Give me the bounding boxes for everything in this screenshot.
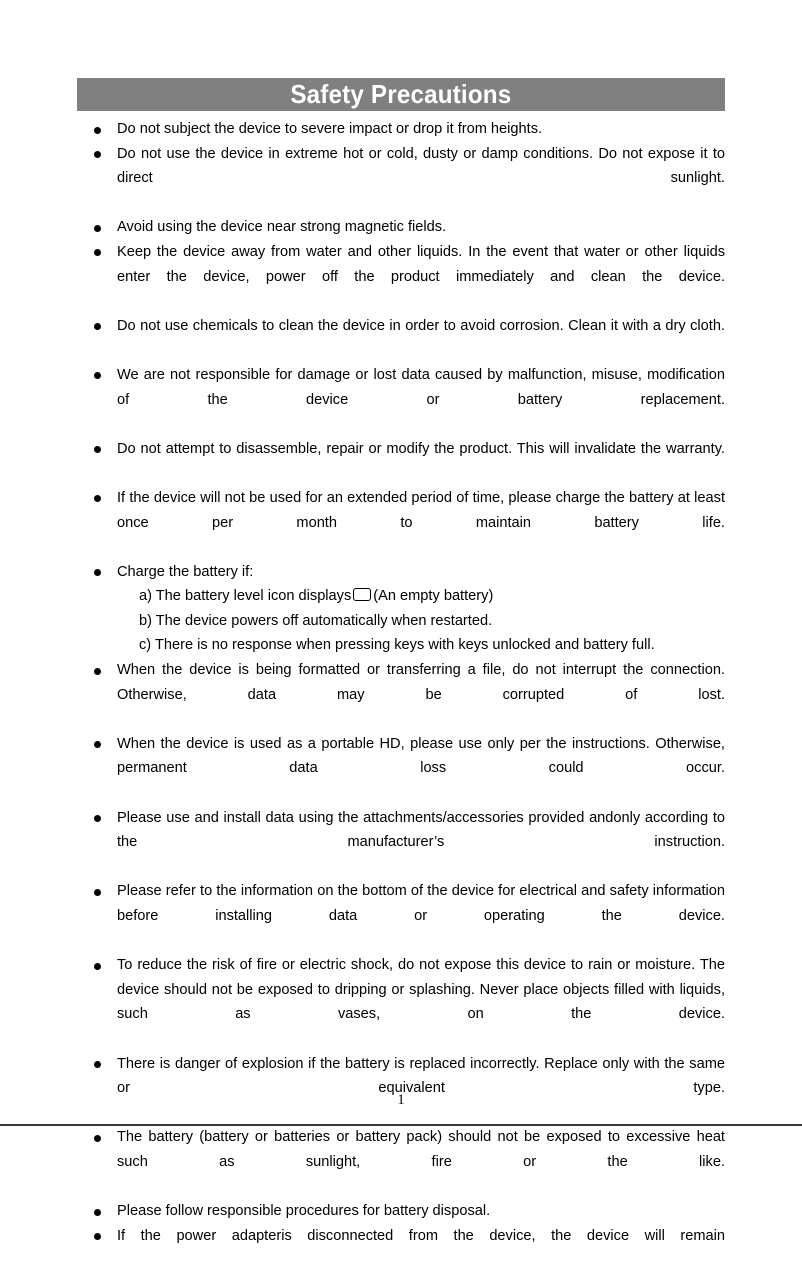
page-number: 1 [397, 1092, 405, 1108]
sub-item-text-before-icon: a) The battery level icon displays [139, 588, 352, 605]
list-item-text: Avoid using the device near strong magnetic fields. [117, 219, 447, 236]
list-item-text: There is danger of explosion if the battery is replaced incorrectly. Replace only with the same or equivalent type. [117, 1055, 725, 1097]
list-item [77, 879, 725, 953]
list-item [77, 314, 725, 363]
list-item [77, 1052, 725, 1126]
list-item [77, 1224, 725, 1273]
list-item-text: The battery (battery or batteries or battery pack) should not be exposed to excessive heat such as sunlight, fire or the like. [117, 1129, 725, 1170]
list-item [77, 1125, 725, 1199]
page-bottom-rule [0, 1124, 802, 1126]
sub-item-text: b) The device powers off automatically when restarted. [139, 612, 493, 629]
list-item [77, 215, 725, 240]
list-item-text: When the device is being formatted or transferring a file, do not interrupt the connection. Otherwise, data may be corrupted of lost. [117, 662, 725, 703]
list-item [77, 240, 725, 314]
bullet-icon [94, 741, 101, 748]
bullet-icon [94, 225, 101, 232]
bullet-icon [94, 963, 101, 970]
section-header-bar [77, 78, 725, 111]
empty-battery-icon [353, 588, 371, 601]
list-item [77, 437, 725, 486]
bullet-icon [94, 1135, 101, 1142]
list-item [77, 117, 725, 142]
bullet-icon [94, 889, 101, 896]
list-item-text: When the device is used as a portable HD, please use only per the instructions. Otherwise, permanent data loss could occur. [117, 735, 725, 777]
sub-item-text-after-icon: (An empty battery) [373, 588, 494, 605]
list-item [77, 806, 725, 880]
bullet-icon [94, 151, 101, 158]
sub-item-text: c) There is no response when pressing keys with keys unlocked and battery full. [139, 637, 655, 654]
list-item [77, 1199, 725, 1224]
list-item-text: Charge the battery if: [117, 563, 254, 580]
list-item [77, 732, 725, 806]
sub-list-item-b [117, 609, 725, 634]
list-item [77, 363, 725, 437]
bullet-icon [94, 668, 101, 675]
bullet-icon [94, 249, 101, 256]
bullet-icon [94, 127, 101, 134]
list-item [77, 486, 725, 560]
list-item [77, 953, 725, 1051]
list-item-text: Please use and install data using the attachments/accessories provided andonly according to the manufacturer’s instruction. [117, 809, 725, 851]
list-item-text: We are not responsible for damage or lost data caused by malfunction, misuse, modification of the device or battery replacement. [117, 366, 725, 408]
list-item-text: Keep the device away from water and other liquids. In the event that water or other liquids enter the device, power off the product immediately and clean the device. [117, 243, 725, 285]
bullet-icon [94, 323, 101, 330]
list-item-charge-battery [77, 560, 725, 658]
sub-list-item-c [117, 633, 725, 658]
bullet-icon [94, 1061, 101, 1068]
list-item-text: If the power adapteris disconnected from the device, the device will remain [117, 1227, 725, 1244]
list-item-text: To reduce the risk of fire or electric shock, do not expose this device to rain or moisture. The device should not be exposed to dripping or splashing. Never place objects filled with liquids, such as vases, on the device. [117, 957, 725, 1023]
bullet-icon [94, 1233, 101, 1240]
bullet-icon [94, 446, 101, 453]
list-item-text: Do not subject the device to severe impact or drop it from heights. [117, 121, 543, 137]
charge-battery-sub-list [117, 584, 725, 658]
list-item-text: If the device will not be used for an extended period of time, please charge the battery at least once per month to maintain battery life. [117, 489, 725, 531]
bullet-icon [94, 569, 101, 576]
bullet-icon [94, 815, 101, 822]
list-item-text: Do not attempt to disassemble, repair or modify the product. This will invalidate the warranty. [117, 440, 725, 457]
list-item [77, 142, 725, 216]
list-item [77, 658, 725, 732]
page-title: Safety Precautions [290, 79, 512, 109]
list-item-text: Please follow responsible procedures for battery disposal. [117, 1203, 491, 1220]
list-item-text: Please refer to the information on the bottom of the device for electrical and safety information before installing data or operating the device. [117, 883, 725, 924]
bullet-icon [94, 372, 101, 379]
bullet-icon [94, 1209, 101, 1216]
list-item-text: Do not use chemicals to clean the device in order to avoid corrosion. Clean it with a dry cloth. [117, 317, 725, 334]
bullet-icon [94, 495, 101, 502]
list-item-text: Do not use the device in extreme hot or cold, dusty or damp conditions. Do not expose it to direct sunlight. [117, 145, 725, 187]
sub-list-item-a [117, 584, 725, 609]
